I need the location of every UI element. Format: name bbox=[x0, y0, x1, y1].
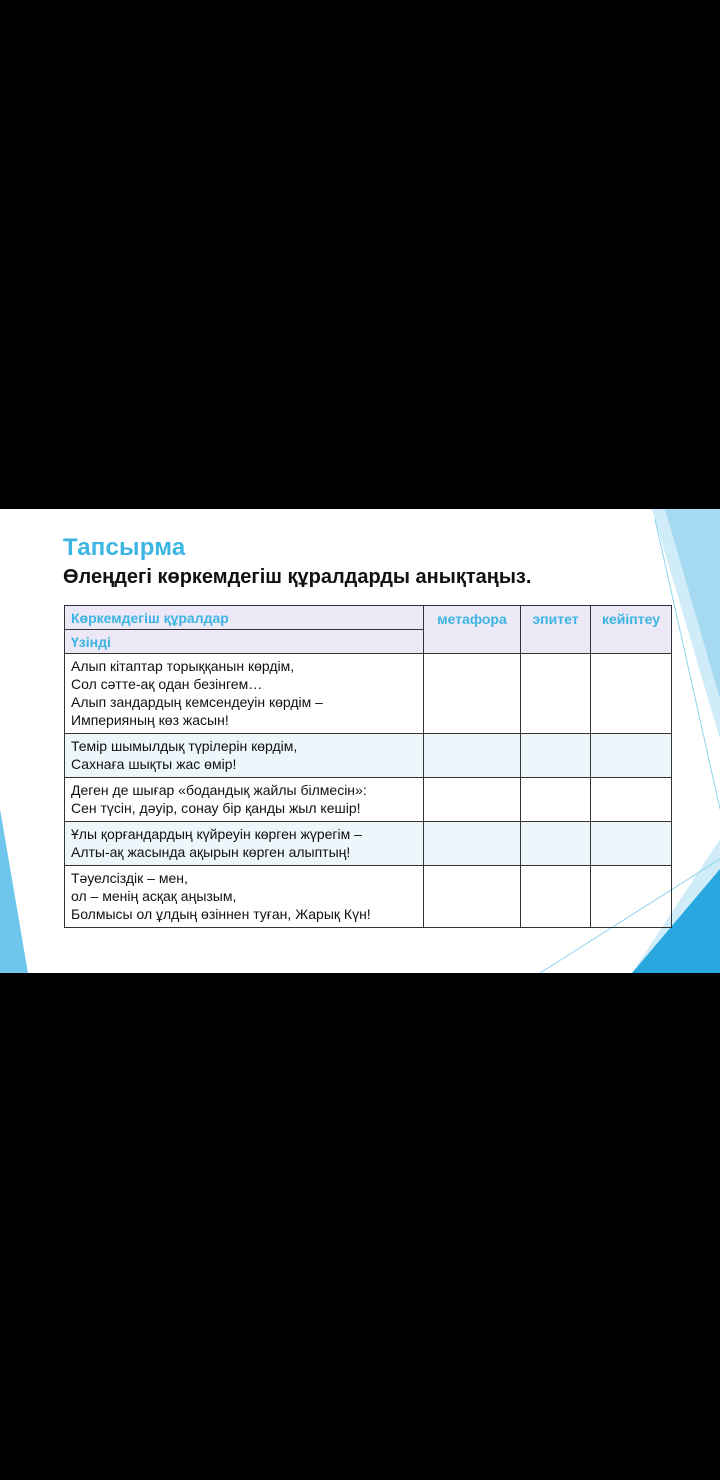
column-header-metaphor: метафора bbox=[424, 606, 521, 654]
answer-cell-personification[interactable] bbox=[591, 734, 672, 778]
poem-line: Сахнаға шықты жас өмір! bbox=[71, 756, 237, 772]
answer-cell-metaphor[interactable] bbox=[424, 654, 521, 734]
answer-cell-personification[interactable] bbox=[591, 778, 672, 822]
answer-cell-epithet[interactable] bbox=[521, 822, 591, 866]
slide bbox=[0, 509, 720, 973]
poem-line: ол – менің асқақ аңызым, bbox=[71, 888, 237, 904]
table-row bbox=[65, 822, 672, 866]
table-row bbox=[65, 866, 672, 928]
table-header-row bbox=[65, 606, 672, 630]
poem-line: Алып зандардың кемсендеуін көрдім – bbox=[71, 694, 323, 710]
column-header-epithet: эпитет bbox=[521, 606, 591, 654]
slide-title: Тапсырма bbox=[63, 534, 186, 561]
answer-cell-epithet[interactable] bbox=[521, 778, 591, 822]
poem-line: Темір шымылдық түрілерін көрдім, bbox=[71, 738, 298, 754]
answer-cell-epithet[interactable] bbox=[521, 866, 591, 928]
poem-line: Тәуелсіздік – мен, bbox=[71, 870, 188, 886]
excerpt-cell bbox=[65, 778, 424, 822]
excerpt-cell bbox=[65, 734, 424, 778]
answer-cell-personification[interactable] bbox=[591, 822, 672, 866]
table-row bbox=[65, 778, 672, 822]
poem-line: Деген де шығар «бодандық жайлы білмесін»: bbox=[71, 782, 367, 798]
task-instruction: Өлеңдегі көркемдегіш құралдарды анықтаңыз. bbox=[63, 566, 532, 588]
answer-cell-personification[interactable] bbox=[591, 654, 672, 734]
header-excerpt: Үзінді bbox=[65, 630, 424, 654]
excerpt-cell bbox=[65, 654, 424, 734]
answer-cell-metaphor[interactable] bbox=[424, 778, 521, 822]
header-literary-devices: Көркемдегіш құралдар bbox=[65, 606, 424, 630]
literary-devices-table bbox=[64, 605, 672, 928]
poem-line: Сол сәтте-ақ одан безінгем… bbox=[71, 676, 263, 692]
poem-line: Алты-ақ жасында ақырын көрген алыптың! bbox=[71, 844, 351, 860]
answer-cell-metaphor[interactable] bbox=[424, 822, 521, 866]
poem-line: Болмысы ол ұлдың өзіннен туған, Жарық Күн! bbox=[71, 906, 371, 922]
excerpt-cell bbox=[65, 866, 424, 928]
right-deco-stripe bbox=[665, 509, 720, 699]
excerpt-cell bbox=[65, 822, 424, 866]
answer-cell-metaphor[interactable] bbox=[424, 734, 521, 778]
answer-cell-epithet[interactable] bbox=[521, 654, 591, 734]
left-deco-shape bbox=[0, 809, 28, 973]
answer-cell-personification[interactable] bbox=[591, 866, 672, 928]
answer-cell-epithet[interactable] bbox=[521, 734, 591, 778]
table-row bbox=[65, 654, 672, 734]
poem-line: Алып кітаптар торыққанын көрдім, bbox=[71, 658, 295, 674]
poem-line: Империяның көз жасын! bbox=[71, 712, 229, 728]
column-header-personification: кейіптеу bbox=[591, 606, 672, 654]
answer-cell-metaphor[interactable] bbox=[424, 866, 521, 928]
poem-line: Ұлы қорғандардың күйреуін көрген жүрегім – bbox=[71, 826, 362, 842]
poem-line: Сен түсін, дәуір, сонау бір қанды жыл кешір! bbox=[71, 800, 361, 816]
table-row bbox=[65, 734, 672, 778]
